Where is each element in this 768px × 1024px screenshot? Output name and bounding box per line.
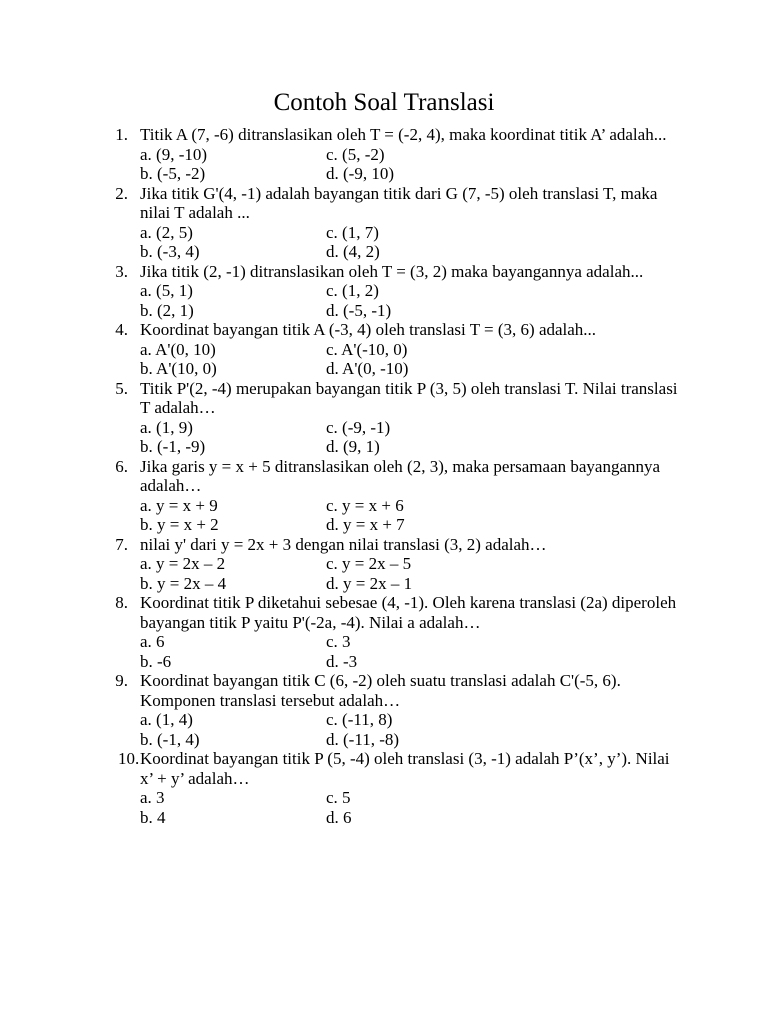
answer-options <box>0 223 768 262</box>
option-a: a. (5, 1) <box>140 281 193 300</box>
question-text: Jika garis y = x + 5 ditranslasikan oleh (2, 3), maka persamaan bayangannya adalah… <box>140 456 661 495</box>
answer-options <box>0 340 768 379</box>
question-item <box>0 593 768 671</box>
answer-options <box>0 281 768 320</box>
question-item <box>0 749 768 827</box>
question-text: Jika titik (2, -1) ditranslasikan oleh T = (3, 2) maka bayangannya adalah... <box>140 261 644 281</box>
question-text: Titik P'(2, -4) merupakan bayangan titik P (3, 5) oleh translasi T. Nilai translasi T adalah… <box>140 378 678 417</box>
option-d: d. -3 <box>326 651 358 671</box>
answer-options <box>0 496 768 535</box>
option-d: d. (-11, -8) <box>326 729 400 749</box>
question-number: 10. <box>118 749 140 768</box>
question-number: 6. <box>115 456 128 476</box>
option-c: c. (-9, -1) <box>326 417 391 437</box>
option-d: d. 6 <box>326 807 352 827</box>
option-c: c. (5, -2) <box>326 144 385 164</box>
question-item <box>0 457 768 535</box>
page-title: Contoh Soal Translasi <box>273 89 495 116</box>
option-a: a. A'(0, 10) <box>140 339 216 359</box>
question-text: Koordinat bayangan titik A (-3, 4) oleh translasi T = (3, 6) adalah... <box>140 320 597 339</box>
option-a: a. 3 <box>140 788 165 807</box>
option-c: c. (-11, 8) <box>326 710 393 729</box>
option-d: d. y = 2x – 1 <box>326 573 413 593</box>
option-d: d. (-9, 10) <box>326 164 394 183</box>
answer-options <box>0 710 768 749</box>
question-item <box>0 184 768 262</box>
question-number: 4. <box>115 320 128 339</box>
option-d: d. y = x + 7 <box>326 515 405 534</box>
option-b: b. (-1, -9) <box>140 437 206 456</box>
question-text: Titik A (7, -6) ditranslasikan oleh T = (-2, 4), maka koordinat titik A’ adalah... <box>140 125 667 144</box>
answer-options <box>0 632 768 671</box>
option-c: c. (1, 7) <box>326 222 379 242</box>
option-a: a. (2, 5) <box>140 222 193 242</box>
question-item <box>0 379 768 457</box>
question-number: 9. <box>115 671 128 690</box>
option-b: b. (-1, 4) <box>140 729 200 749</box>
option-b: b. y = 2x – 4 <box>140 573 227 593</box>
option-a: a. y = 2x – 2 <box>140 554 226 573</box>
question-item <box>0 125 768 184</box>
option-a: a. y = x + 9 <box>140 495 218 515</box>
option-a: a. (1, 9) <box>140 417 193 437</box>
question-number: 8. <box>115 593 128 612</box>
option-b: b. (-3, 4) <box>140 242 200 261</box>
question-item <box>0 320 768 379</box>
question-text: Koordinat bayangan titik C (6, -2) oleh suatu translasi adalah C'(-5, 6). Komponen translasi tersebut adalah… <box>140 671 621 710</box>
question-text: Koordinat titik P diketahui sebesae (4, -1). Oleh karena translasi (2a) diperoleh bayangan titik P yaitu P'(-2a, -4). Nilai a adalah… <box>140 593 677 632</box>
option-c: c. (1, 2) <box>326 281 379 300</box>
option-b: b. -6 <box>140 651 172 671</box>
question-text: Jika titik G'(4, -1) adalah bayangan titik dari G (7, -5) oleh translasi T, maka nilai T adalah ... <box>140 183 658 222</box>
option-b: b. 4 <box>140 807 166 827</box>
option-d: d. (-5, -1) <box>326 300 392 320</box>
option-c: c. y = 2x – 5 <box>326 554 412 573</box>
option-d: d. (4, 2) <box>326 242 380 261</box>
question-text: nilai y' dari y = 2x + 3 dengan nilai translasi (3, 2) adalah… <box>140 534 547 554</box>
option-c: c. 3 <box>326 632 351 651</box>
question-text: Koordinat bayangan titik P (5, -4) oleh translasi (3, -1) adalah P’(x’, y’). Nilai x’ + y’ adalah… <box>140 749 670 788</box>
answer-options <box>0 554 768 593</box>
option-b: b. (2, 1) <box>140 300 194 320</box>
option-a: a. (1, 4) <box>140 710 193 729</box>
option-b: b. (-5, -2) <box>140 164 206 183</box>
question-number: 5. <box>115 378 128 398</box>
question-number: 7. <box>115 534 128 554</box>
question-list <box>0 125 768 827</box>
option-c: c. y = x + 6 <box>326 495 404 515</box>
option-a: a. (9, -10) <box>140 144 208 164</box>
option-a: a. 6 <box>140 632 165 651</box>
option-b: b. y = x + 2 <box>140 515 219 534</box>
option-c: c. A'(-10, 0) <box>326 339 408 359</box>
answer-options <box>0 788 768 827</box>
option-b: b. A'(10, 0) <box>140 359 217 378</box>
option-d: d. A'(0, -10) <box>326 359 409 378</box>
question-item <box>0 262 768 321</box>
question-item <box>0 671 768 749</box>
question-number: 3. <box>115 261 128 281</box>
answer-options <box>0 145 768 184</box>
question-number: 2. <box>115 183 128 203</box>
option-c: c. 5 <box>326 788 351 807</box>
answer-options <box>0 418 768 457</box>
option-d: d. (9, 1) <box>326 437 380 456</box>
question-item <box>0 535 768 594</box>
question-number: 1. <box>115 125 128 144</box>
